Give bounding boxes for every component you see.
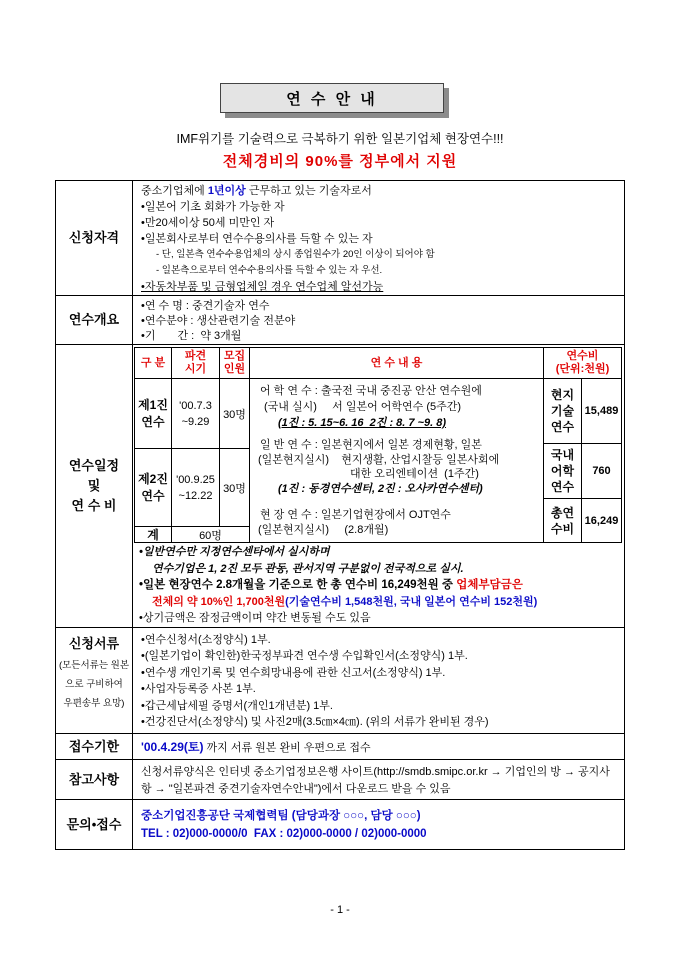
cost-value: 15,489 xyxy=(582,379,622,444)
document-item: •연수생 개인기록 및 연수희망내용에 관한 신고서(소정양식) 1부. xyxy=(141,666,446,679)
header-cost: 연수비 (단위:천원) xyxy=(544,348,622,379)
language-training-line: (국내 실시) 서 일본어 어학연수 (5주간) xyxy=(264,401,462,413)
deadline-content xyxy=(133,734,624,760)
contact-label: 문의•접수 xyxy=(56,800,133,849)
document-item: •건강진단서(소정양식) 및 사진2매(3.5㎝×4㎝). (위의 서류가 완비된 경우) xyxy=(141,716,489,729)
documents-label-note: (모든서류는 원본 으로 구비하여 우편송부 요망) xyxy=(58,659,130,709)
cost-label: 국내 어학 연수 xyxy=(544,444,582,499)
schedule-label xyxy=(56,345,133,628)
document-item: •(일본기업이 확인한)한국정부파견 연수생 수입확인서(소정양식) 1부. xyxy=(141,650,468,663)
header-period: 파견 시기 xyxy=(172,348,220,379)
schedule-notes xyxy=(139,544,622,627)
cost-value: 760 xyxy=(582,444,622,499)
contact-org: 중소기업진흥공단 국제협력팀 (담당과장 ○○○, 담당 ○○○) xyxy=(141,809,421,822)
page-title: 연 수 안 내 xyxy=(220,83,444,113)
note-line: 연수기업은 1, 2진 모두 관동, 관서지역 구분없이 전국적으로 실시. xyxy=(152,562,464,575)
note-cost-line xyxy=(139,577,622,594)
eligibility-intro-highlight: 1년이상 xyxy=(207,185,246,197)
eligibility-note: - 일본측으로부터 연수수용의사를 득할 수 있는 자 우선. xyxy=(156,265,383,276)
deadline-date: '00.4.29(토) xyxy=(141,740,204,754)
cost-label: 현지 기술 연수 xyxy=(544,379,582,444)
header-group: 구 분 xyxy=(135,348,172,379)
total-label: 계 xyxy=(135,527,172,543)
document-item: •사업자등록증 사본 1부. xyxy=(141,683,256,696)
overview-content xyxy=(133,296,624,345)
eligibility-item: •일본회사로부터 연수수용의사를 득할 수 있는 자 xyxy=(141,233,373,245)
schedule-label-line: 및 xyxy=(87,478,101,493)
eligibility-intro xyxy=(141,183,620,199)
note-cost-prefix: •일본 현장연수 2.8개월을 기준으로 한 총 연수비 16,249천원 중 xyxy=(139,579,457,591)
header-count: 모집 인원 xyxy=(220,348,250,379)
document-item: •갑근세납세필 증명서(개인1개년분) 1부. xyxy=(141,699,333,712)
training-content xyxy=(250,379,544,543)
eligibility-footer: •자동차부품 및 금형업체일 경우 연수업체 알선가능 xyxy=(141,281,384,293)
overview-label: 연수개요 xyxy=(56,296,133,345)
row-period: '00.9.25 ~12.22 xyxy=(172,449,220,527)
general-training-line: (일본현지실시) 현지생활, 산업시찰등 일본사회에 xyxy=(258,454,500,466)
reference-text: 신청서류양식은 인터넷 중소기업정보은행 사이트(http://smdb.smipc.or.kr → 기업인의 방 → 공지사항 → "일본파견 중견기술자연수안내")에서 다운로드 받을 수 있음 xyxy=(133,760,624,800)
note-line: •일반연수만 지정연수센타에서 실시하며 xyxy=(139,546,330,558)
contact-content xyxy=(133,800,624,849)
deadline-text: 까지 서류 원본 완비 우편으로 접수 xyxy=(203,741,371,754)
general-training-line: 대한 오리엔테이션 (1주간) xyxy=(350,468,479,480)
language-training-dates: (1진 : 5. 15~6. 16 2진 : 8. 7 ~9. 8) xyxy=(278,417,447,429)
info-table xyxy=(55,180,625,850)
reference-label: 참고사항 xyxy=(56,760,133,800)
documents-label xyxy=(56,628,133,734)
subtitle: IMF위기를 기술력으로 극복하기 위한 일본기업체 현장연수!!! xyxy=(176,132,504,146)
general-training-centers: (1진 : 동경연수센터, 2진 : 오사카연수센터) xyxy=(278,483,483,495)
schedule-label-line: 연 수 비 xyxy=(71,498,117,513)
document-item: •연수신청서(소정양식) 1부. xyxy=(141,634,271,646)
eligibility-label: 신청자격 xyxy=(56,181,133,296)
row-count: 30명 xyxy=(220,379,250,449)
language-training-line: 어 학 연 수 : 출국전 국내 중진공 안산 연수원에 xyxy=(260,385,482,397)
documents-label-title: 신청서류 xyxy=(68,635,120,651)
header-content: 연 수 내 용 xyxy=(250,348,544,379)
row-group: 제2진 연수 xyxy=(135,449,172,527)
field-training-line: (일본현지실시) (2.8개월) xyxy=(258,524,389,536)
funding-headline: 전체경비의 90%를 정부에서 지원 xyxy=(222,153,458,170)
note-cost-highlight: 업체부담금은 xyxy=(456,579,523,591)
eligibility-intro-suffix: 근무하고 있는 기술자로서 xyxy=(245,185,372,197)
schedule-content xyxy=(133,345,624,628)
eligibility-intro-prefix: 중소기업체에 xyxy=(141,185,208,197)
cost-value: 16,249 xyxy=(582,499,622,543)
row-group: 제1진 연수 xyxy=(135,379,172,449)
general-training-line: 일 반 연 수 : 일본현지에서 일본 경제현황, 일본 xyxy=(260,439,482,451)
overview-item: •연수분야 : 생산관련기술 전분야 xyxy=(141,315,296,327)
row-period: '00.7.3 ~9.29 xyxy=(172,379,220,449)
deadline-label: 접수기한 xyxy=(56,734,133,760)
contact-phone: TEL : 02)000-0000/0 FAX : 02)000-0000 / 02)000-0000 xyxy=(141,827,427,840)
eligibility-note: - 단, 일본측 연수수용업체의 상시 종업원수가 20인 이상이 되어야 함 xyxy=(156,249,435,260)
row-count: 30명 xyxy=(220,449,250,527)
schedule-label-line: 연수일정 xyxy=(68,458,120,473)
schedule-table xyxy=(134,347,622,543)
total-count: 60명 xyxy=(172,527,250,543)
eligibility-item: •만20세이상 50세 미만인 자 xyxy=(141,217,275,229)
overview-item: •기 간 : 약 3개월 xyxy=(141,330,242,342)
note-cost-breakdown: (기술연수비 1,548천원, 국내 일본어 연수비 152천원) xyxy=(285,595,538,608)
eligibility-content xyxy=(133,181,624,296)
note-cost-detail xyxy=(139,594,622,611)
documents-content xyxy=(133,628,624,734)
page-number: - 1 - xyxy=(330,904,350,916)
field-training-line: 현 장 연 수 : 일본기업현장에서 OJT연수 xyxy=(260,509,451,521)
overview-item: •연 수 명 : 중견기술자 연수 xyxy=(141,300,270,312)
note-cost-share: 전체의 약 10%인 1,700천원 xyxy=(152,595,286,608)
cost-label: 총연 수비 xyxy=(544,499,582,543)
eligibility-item: •일본어 기초 회화가 가능한 자 xyxy=(141,201,285,213)
note-line: •상기금액은 잠정금액이며 약간 변동될 수도 있음 xyxy=(139,612,371,624)
